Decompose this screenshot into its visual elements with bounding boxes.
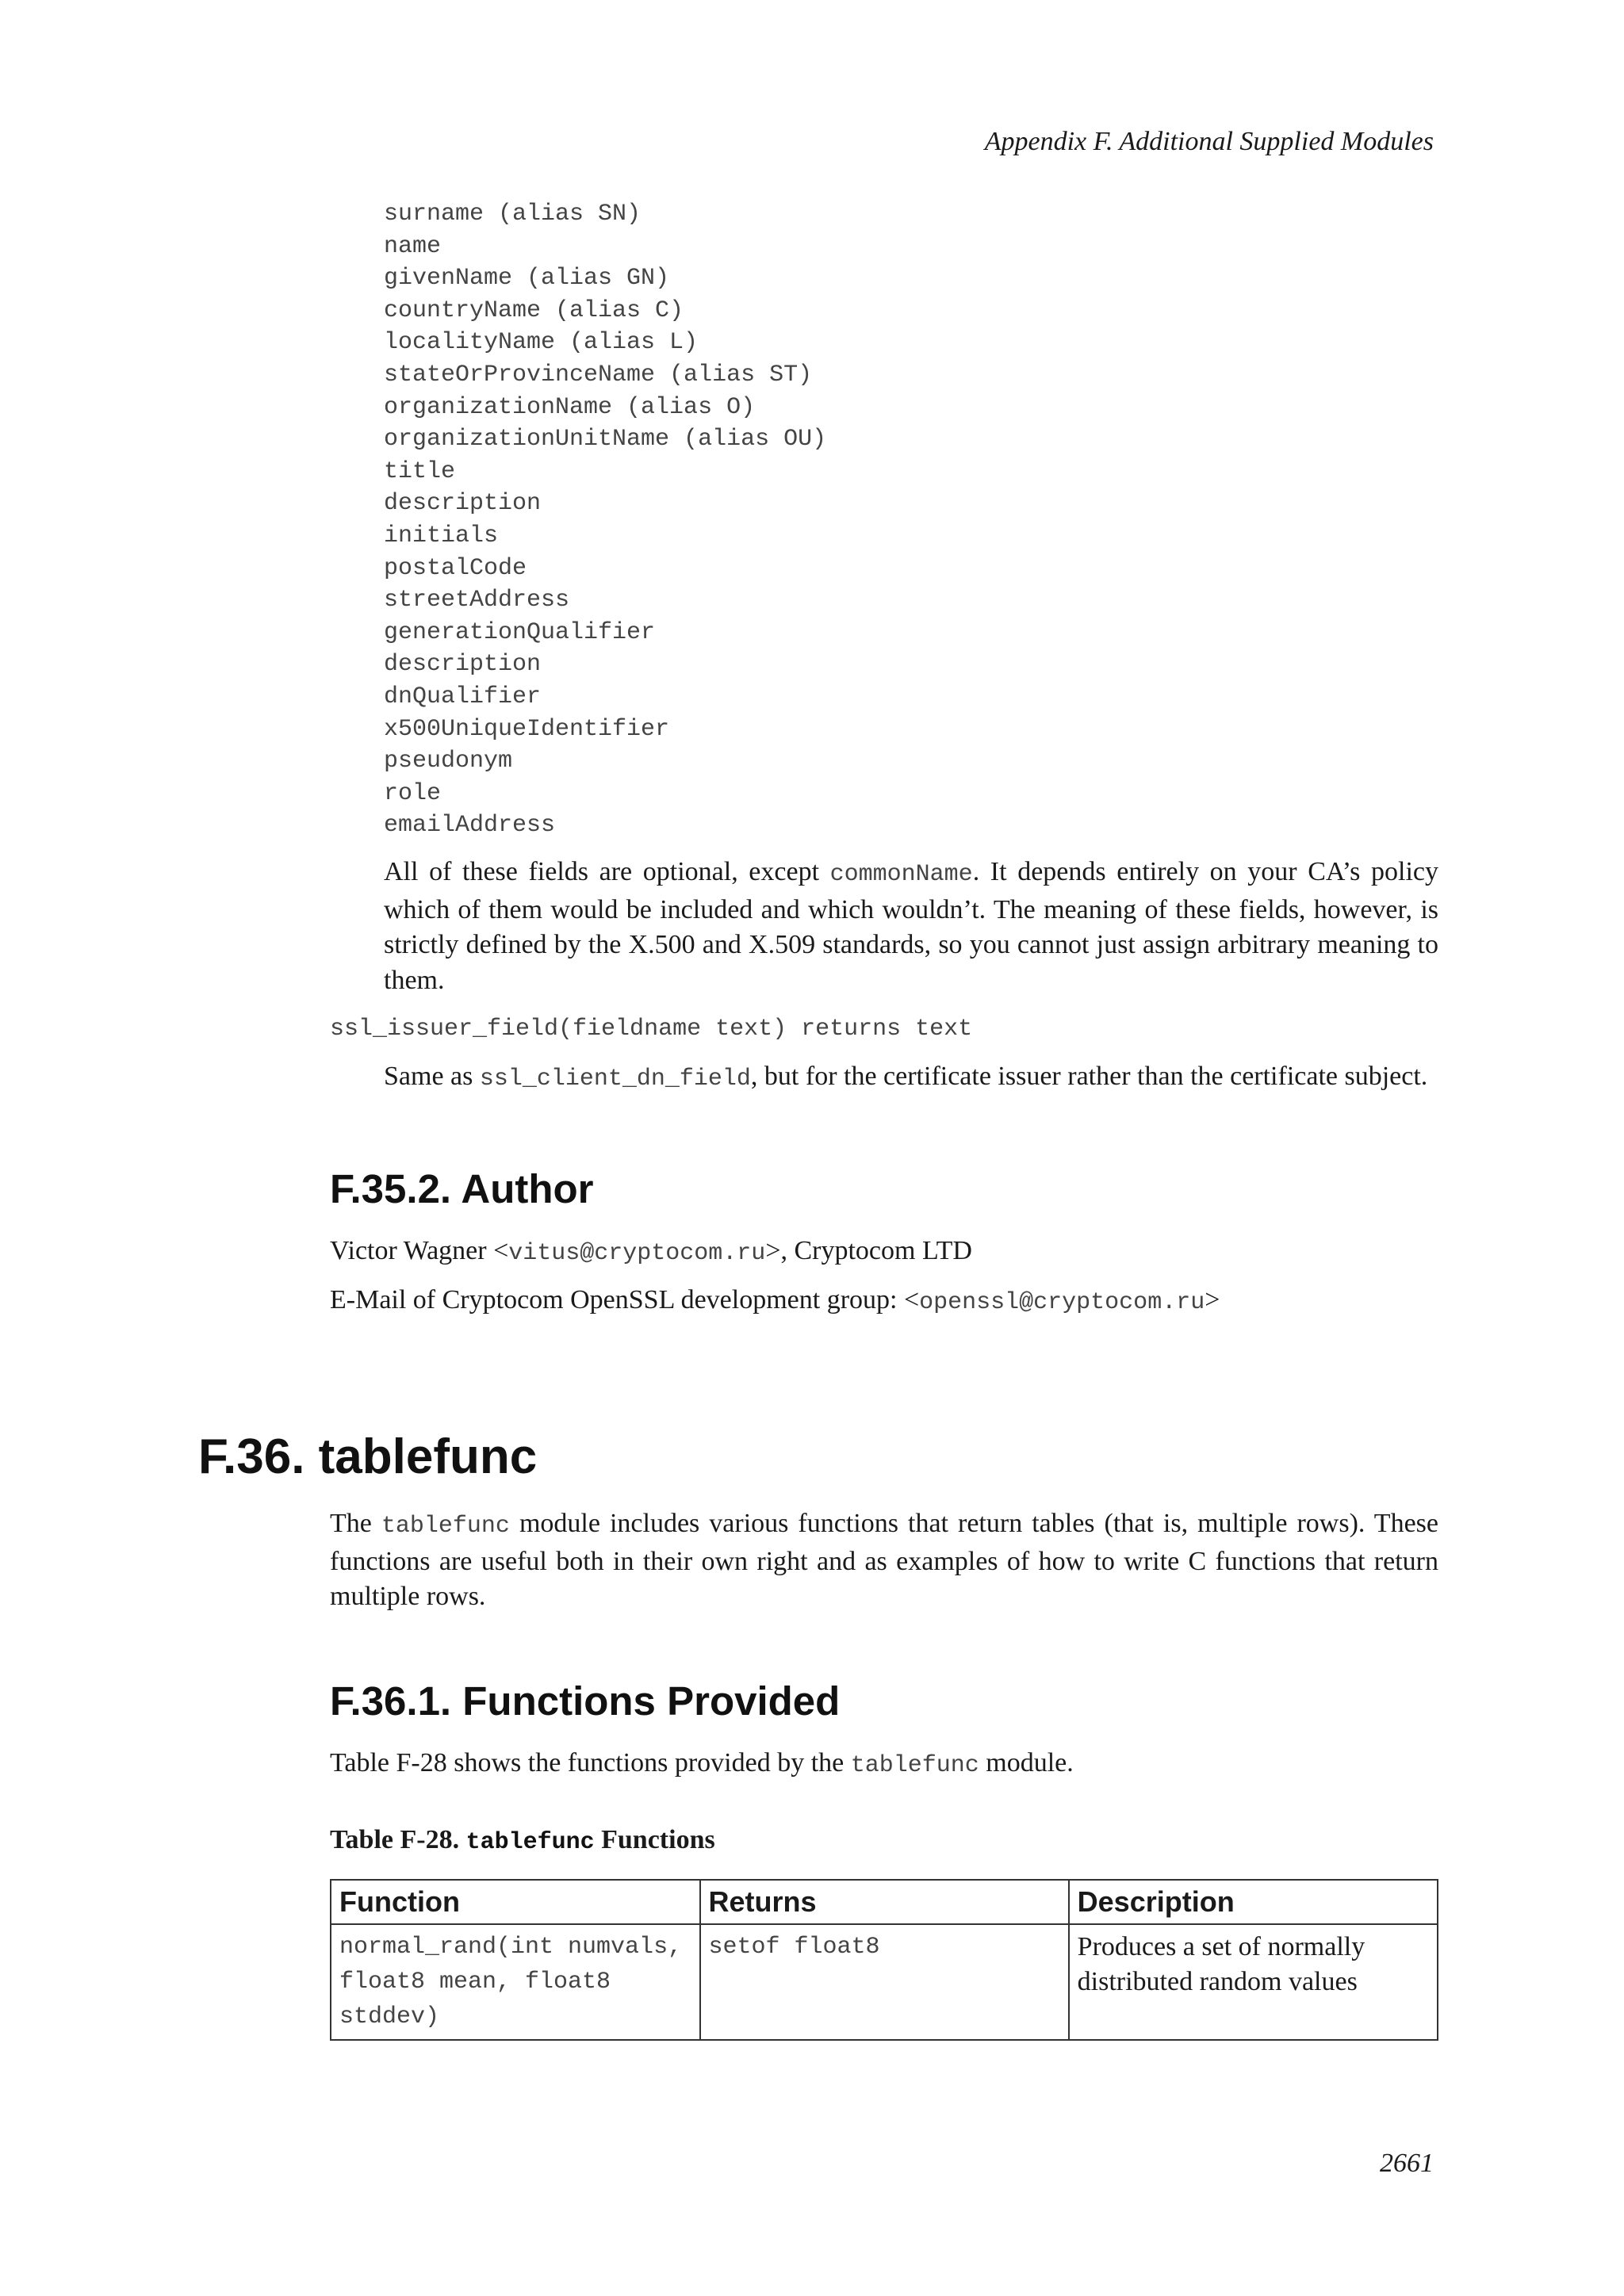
field-item: organizationUnitName (alias OU) <box>384 426 827 453</box>
function-signature: ssl_issuer_field(fieldname text) returns text <box>330 1016 973 1043</box>
field-item: dnQualifier <box>384 683 542 710</box>
field-item: x500UniqueIdentifier <box>384 715 670 743</box>
column-header-description: Description <box>1069 1880 1438 1924</box>
field-item: generationQualifier <box>384 618 656 646</box>
running-header: Appendix F. Additional Supplied Modules <box>984 127 1434 156</box>
inline-code: commonName <box>829 861 973 888</box>
field-item: description <box>384 651 542 679</box>
field-item: stateOrProvinceName (alias ST) <box>384 361 813 388</box>
group-email-line: E-Mail of Cryptocom OpenSSL development group: <openssl@cryptocom.ru> <box>330 1285 1220 1316</box>
field-item: countryName (alias C) <box>384 297 684 324</box>
email-link: vitus@cryptocom.ru <box>508 1240 766 1267</box>
optional-fields-paragraph: All of these fields are optional, except commonName. It depends entirely on your CA’s policy which of them would be included and which wouldn’t. The meaning of these fields, however, is strictly defined by the X.500 and X.509 standards, so you cannot just assign arbitrary meaning to them. <box>384 857 1438 995</box>
section-heading-functions: F.36.1. Functions Provided <box>330 1678 841 1724</box>
field-item: surname (alias SN) <box>384 201 642 228</box>
tablefunc-intro: The tablefunc module includes various functions that return tables (that is, multiple rows). These functions are useful both in their own right and as examples of how to write C functions that return multiple rows. <box>330 1509 1438 1611</box>
cell-returns: setof float8 <box>700 1924 1069 2040</box>
column-header-returns: Returns <box>700 1880 1069 1924</box>
inline-code: tablefunc <box>381 1513 510 1540</box>
functions-table <box>330 1879 1438 2041</box>
column-header-function: Function <box>331 1880 700 1924</box>
table-row <box>331 1924 1438 2040</box>
chapter-heading-tablefunc: F.36. tablefunc <box>198 1429 538 1484</box>
field-item: name <box>384 232 442 260</box>
field-item: givenName (alias GN) <box>384 265 670 293</box>
field-item: pseudonym <box>384 748 513 775</box>
field-item: organizationName (alias O) <box>384 393 756 421</box>
field-item: localityName (alias L) <box>384 329 699 357</box>
field-item: initials <box>384 522 499 549</box>
field-item: description <box>384 490 542 518</box>
field-item: streetAddress <box>384 587 570 614</box>
functions-intro: Table F-28 shows the functions provided by the tablefunc module. <box>330 1748 1074 1779</box>
dn-field-list <box>384 198 826 842</box>
inline-code: ssl_client_dn_field <box>479 1066 751 1093</box>
inline-code: tablefunc <box>850 1752 979 1779</box>
cell-function: normal_rand(int numvals, float8 mean, float8 stddev) <box>331 1924 700 2040</box>
author-line: Victor Wagner <vitus@cryptocom.ru>, Cryptocom LTD <box>330 1236 972 1267</box>
field-item: postalCode <box>384 554 527 582</box>
table-header-row <box>331 1880 1438 1924</box>
email-link: openssl@cryptocom.ru <box>919 1289 1205 1316</box>
field-item: role <box>384 779 442 807</box>
cell-description: Produces a set of normally distributed random values <box>1069 1924 1438 2040</box>
field-item: emailAddress <box>384 812 556 840</box>
table-caption: Table F-28. tablefunc Functions <box>330 1825 715 1856</box>
page-number: 2661 <box>1380 2149 1434 2178</box>
field-item: title <box>384 457 456 485</box>
section-heading-author: F.35.2. Author <box>330 1166 594 1211</box>
issuer-description: Same as ssl_client_dn_field, but for the certificate issuer rather than the certificate subject. <box>384 1062 1428 1093</box>
